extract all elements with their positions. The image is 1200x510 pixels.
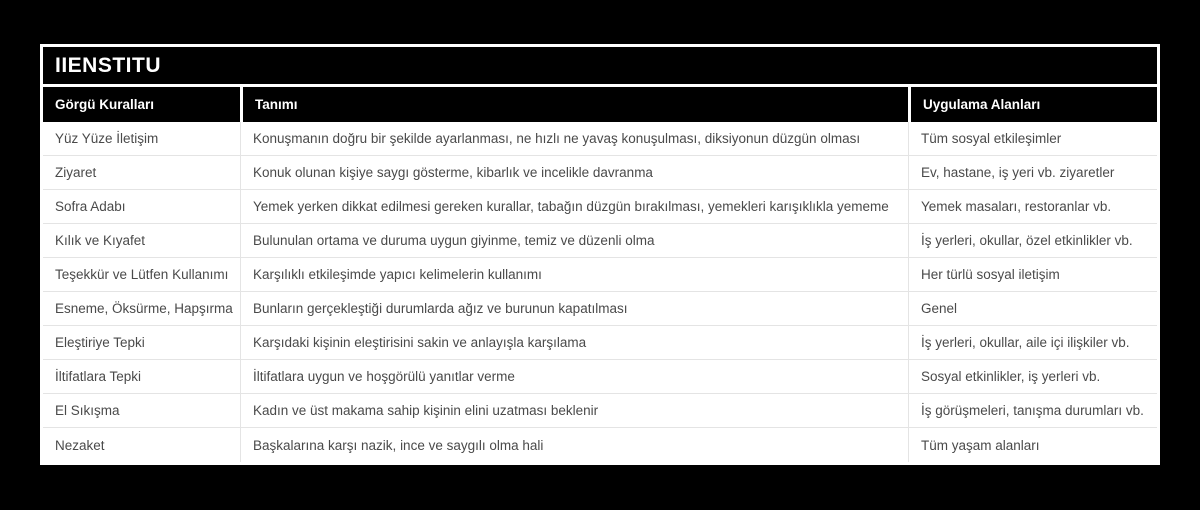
cell-kural: İltifatlara Tepki (43, 360, 240, 394)
cell-alan: Tüm sosyal etkileşimler (908, 122, 1157, 156)
cell-alan: İş yerleri, okullar, aile içi ilişkiler vb. (908, 326, 1157, 360)
table-row (43, 156, 1157, 190)
etiquette-table-card (40, 44, 1160, 465)
cell-kural: Sofra Adabı (43, 190, 240, 224)
cell-alan: Genel (908, 292, 1157, 326)
table-row (43, 122, 1157, 156)
table-row (43, 428, 1157, 462)
table-row (43, 258, 1157, 292)
cell-alan: Sosyal etkinlikler, iş yerleri vb. (908, 360, 1157, 394)
cell-kural: Nezaket (55, 437, 105, 453)
column-header-gorgu-kurallari: Görgü Kuralları (43, 87, 240, 122)
table-row (43, 224, 1157, 258)
column-header-uygulama-alanlari: Uygulama Alanları (908, 87, 1157, 122)
table-row (43, 360, 1157, 394)
cell-tanim: Karşıdaki kişinin eleştirisini sakin ve anlayışla karşılama (240, 326, 908, 360)
table-row (43, 190, 1157, 224)
cell-tanim: Karşılıklı etkileşimde yapıcı kelimelerin kullanımı (240, 258, 908, 292)
cell-kural: Yüz Yüze İletişim (43, 122, 240, 156)
cell-alan: Tüm yaşam alanları (908, 428, 1157, 462)
table-row (43, 326, 1157, 360)
table-row (43, 292, 1157, 326)
cell-kural: Ziyaret (43, 156, 240, 190)
cell-tanim: Konuşmanın doğru bir şekilde ayarlanması, ne hızlı ne yavaş konuşulması, diksiyonun düzgün olması (240, 122, 908, 156)
cell-alan: Yemek masaları, restoranlar vb. (908, 190, 1157, 224)
etiquette-rules-table (43, 87, 1157, 462)
column-header-tanimi: Tanımı (240, 87, 908, 122)
cell-alan: İş görüşmeleri, tanışma durumları vb. (908, 394, 1157, 428)
cell-tanim: Bunların gerçekleştiği durumlarda ağız ve burunun kapatılması (240, 292, 908, 326)
cell-tanim: Kadın ve üst makama sahip kişinin elini uzatması beklenir (240, 394, 908, 428)
cell-tanim: Bulunulan ortama ve duruma uygun giyinme, temiz ve düzenli olma (240, 224, 908, 258)
table-header-row (43, 87, 1157, 122)
cell-kural: Esneme, Öksürme, Hapşırma (43, 292, 240, 326)
cell-kural: Kılık ve Kıyafet (43, 224, 240, 258)
cell-tanim: Yemek yerken dikkat edilmesi gereken kurallar, tabağın düzgün bırakılması, yemekleri karışıklıkla yememe (240, 190, 908, 224)
cell-kural: Eleştiriye Tepki (43, 326, 240, 360)
cell-alan: İş yerleri, okullar, özel etkinlikler vb. (908, 224, 1157, 258)
cell-tanim: Konuk olunan kişiye saygı gösterme, kibarlık ve incelikle davranma (240, 156, 908, 190)
table-row (43, 394, 1157, 428)
brand-title: IIENSTITU (43, 47, 1157, 84)
cell-kural: Teşekkür ve Lütfen Kullanımı (43, 258, 240, 292)
cell-alan: Ev, hastane, iş yeri vb. ziyaretler (908, 156, 1157, 190)
cell-kural: El Sıkışma (43, 394, 240, 428)
cell-tanim: İltifatlara uygun ve hoşgörülü yanıtlar verme (240, 360, 908, 394)
cell-alan: Her türlü sosyal iletişim (908, 258, 1157, 292)
cell-tanim: Başkalarına karşı nazik, ince ve saygılı olma hali (240, 428, 908, 462)
